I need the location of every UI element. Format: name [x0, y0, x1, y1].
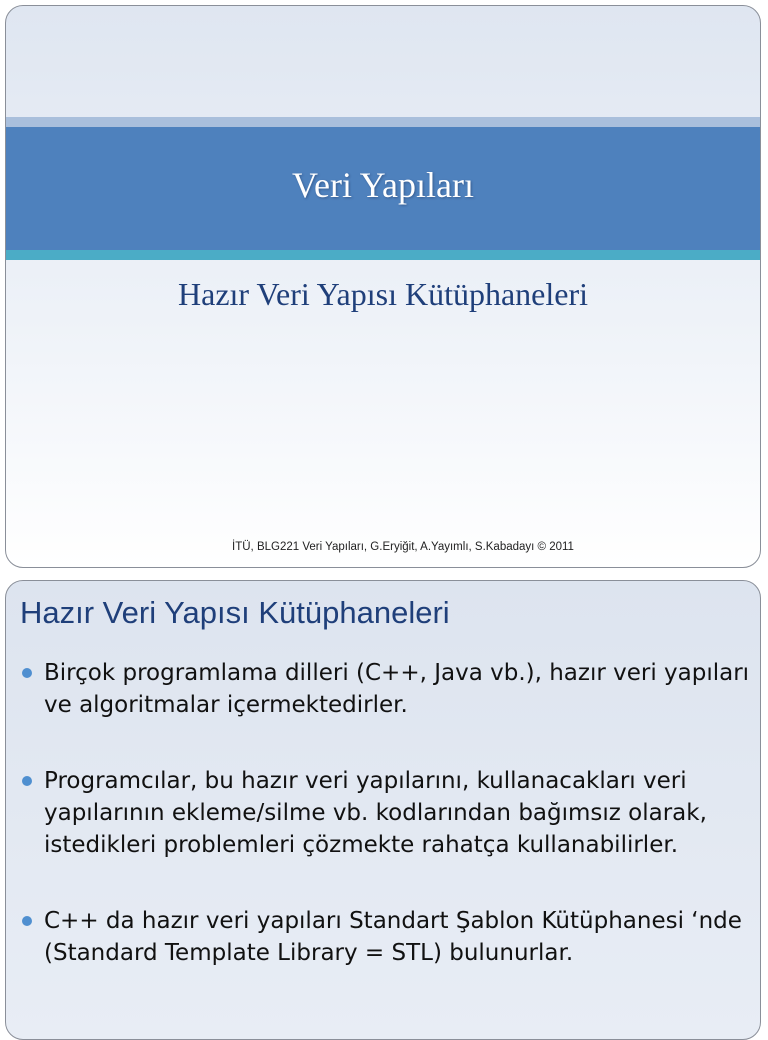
- title-band-accent-stripe: [6, 250, 760, 260]
- content-slide: [5, 580, 761, 1040]
- bullet-dot-icon: [22, 916, 32, 926]
- title-slide: [5, 5, 761, 568]
- title-band-top-stripe: [6, 117, 760, 127]
- bullet-item: [20, 905, 750, 969]
- bullet-text: C++ da hazır veri yapıları Standart Şablon Kütüphanesi ‘nde (Standard Template Library = STL) bulunurlar.: [44, 908, 742, 966]
- content-heading: Hazır Veri Yapısı Kütüphaneleri: [20, 595, 450, 630]
- bullet-dot-icon: [22, 668, 32, 678]
- bullet-text: Programcılar, bu hazır veri yapılarını, kullanacakları veri yapılarının ekleme/silme vb. kodlarından bağımsız olarak, istedikleri problemleri çözmekte rahatça kullanabilirler.: [44, 768, 707, 858]
- bullet-item: [20, 765, 750, 861]
- bullet-dot-icon: [22, 776, 32, 786]
- slide-footer: İTÜ, BLG221 Veri Yapıları, G.Eryiğit, A.Yayımlı, S.Kabadayı © 2011: [232, 541, 574, 553]
- slide-subtitle: Hazır Veri Yapısı Kütüphaneleri: [178, 276, 588, 312]
- bullet-text: Birçok programlama dilleri (C++, Java vb.), hazır veri yapıları ve algoritmalar içermektedirler.: [44, 660, 750, 718]
- bullet-list: [20, 657, 750, 969]
- bullet-item: [20, 657, 750, 721]
- slide-title: Veri Yapıları: [292, 165, 474, 205]
